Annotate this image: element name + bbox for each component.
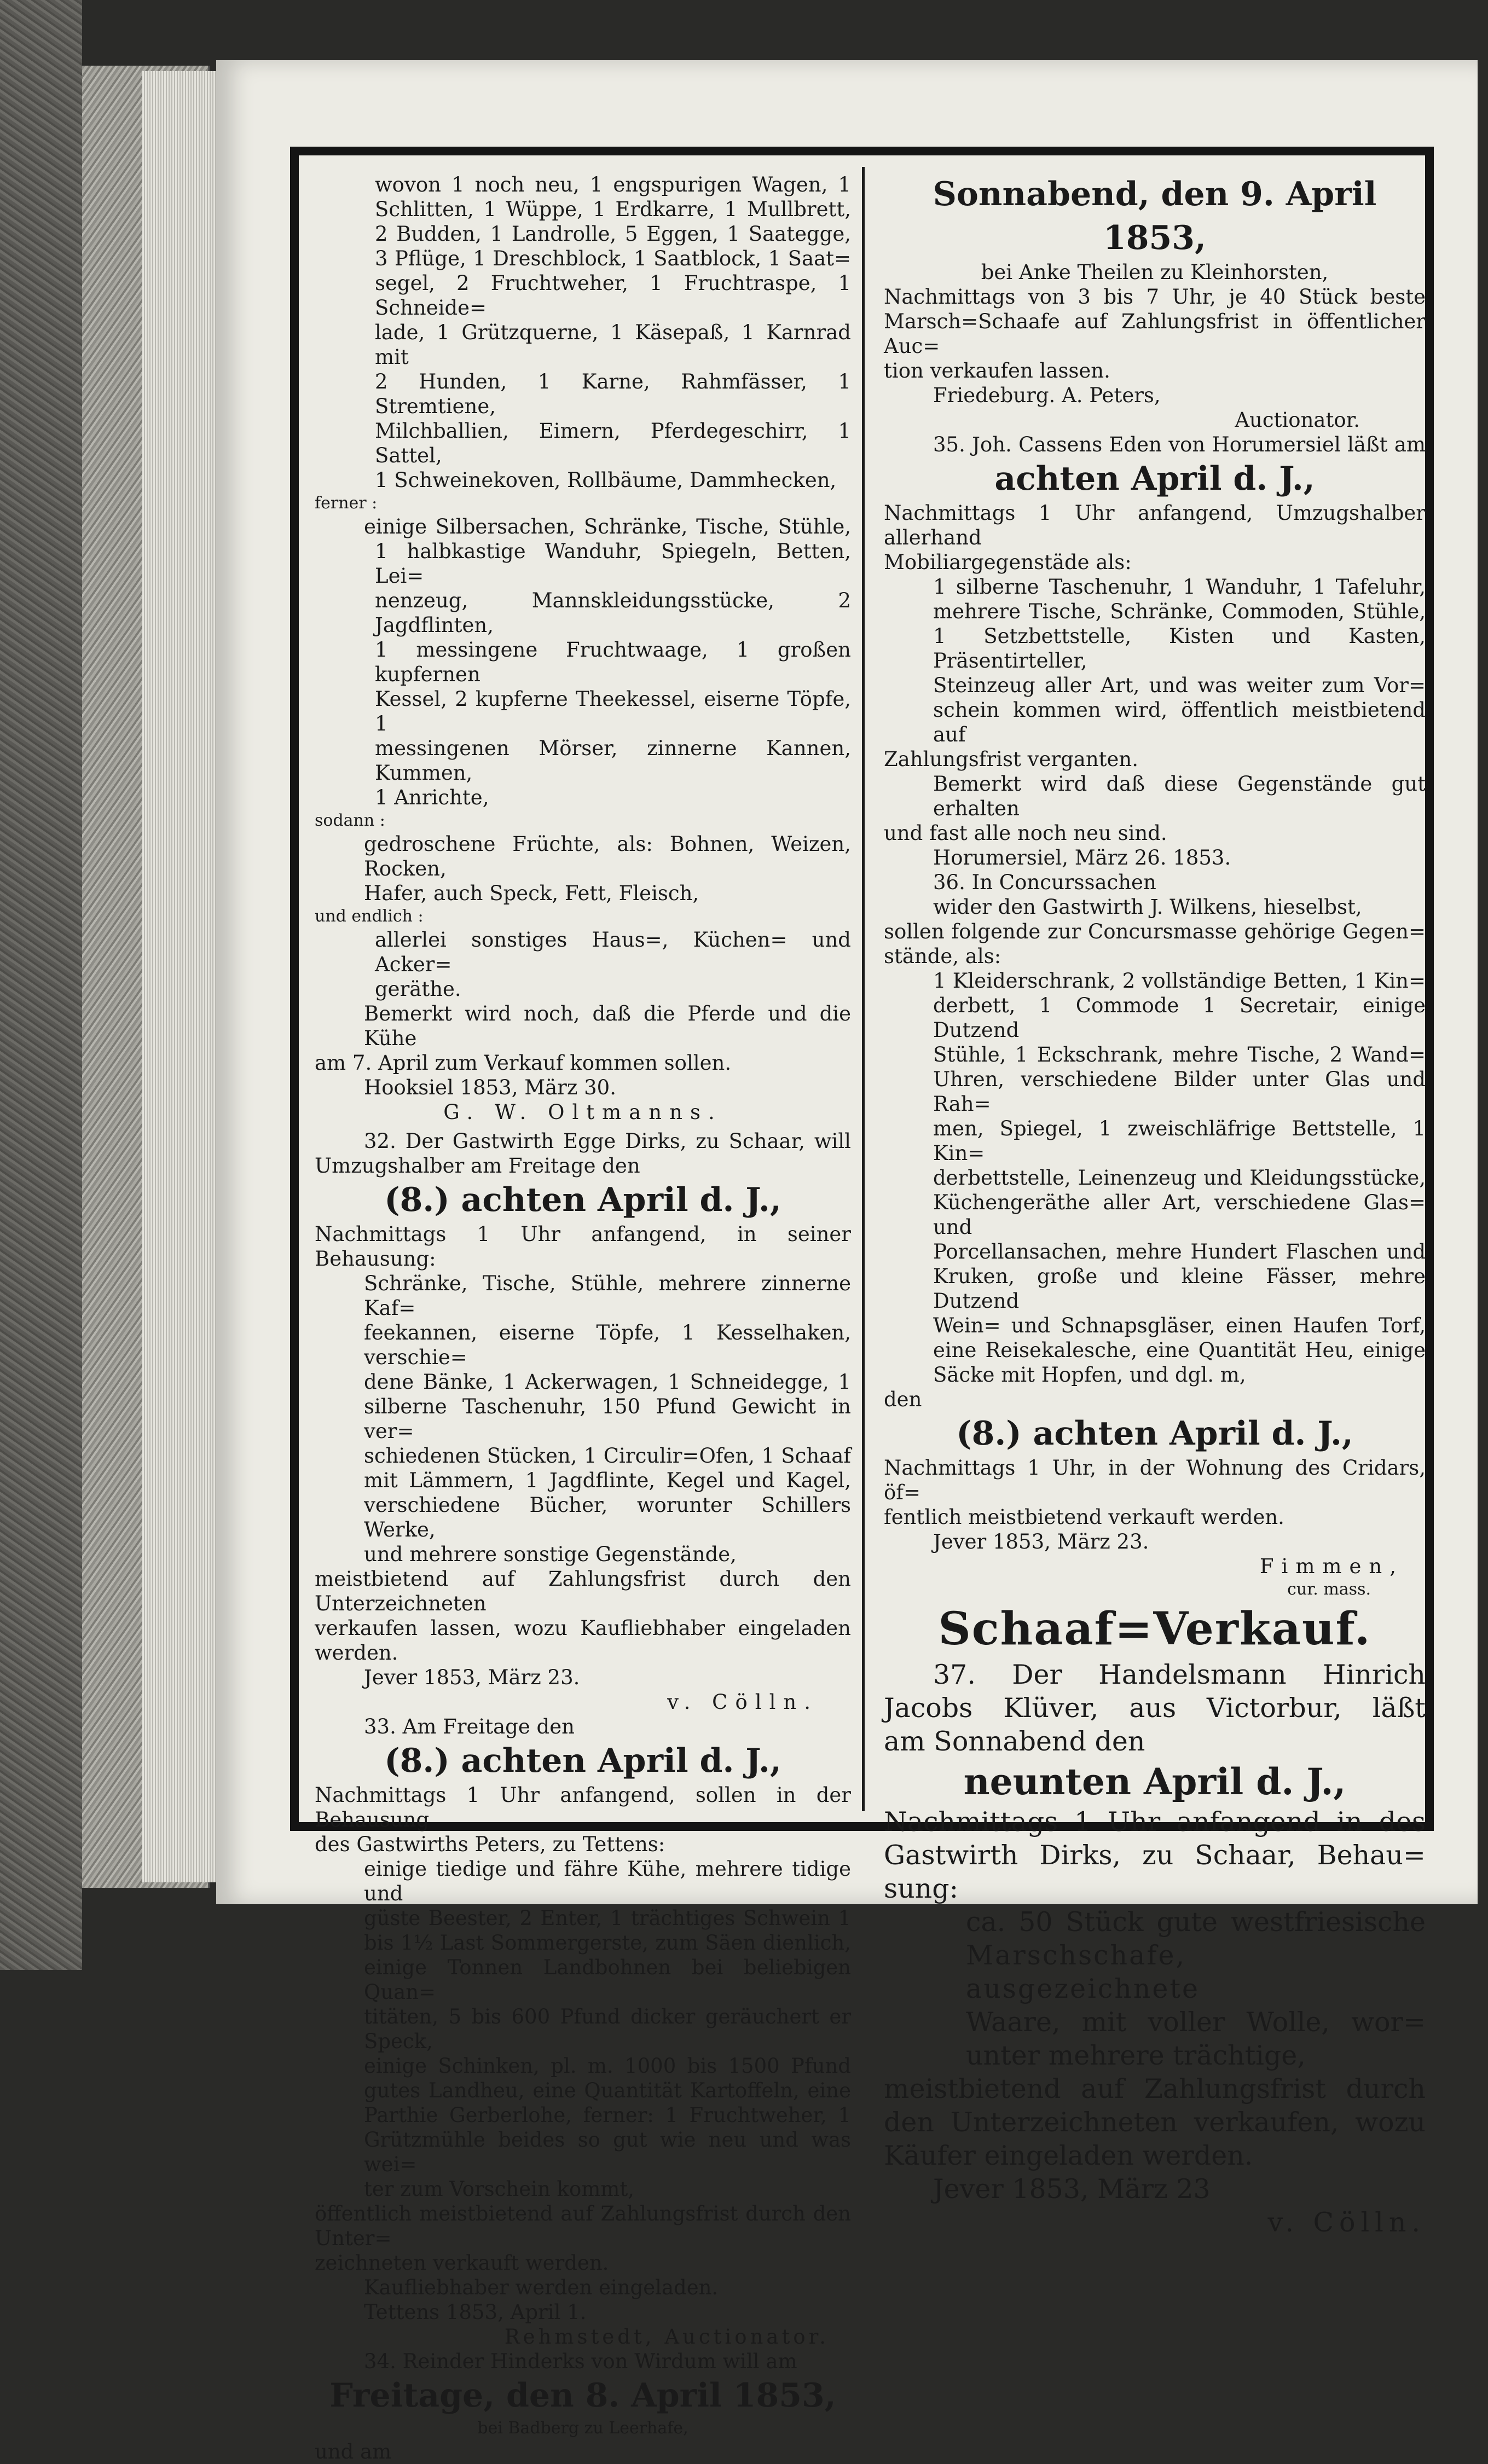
text-line: cur. mass. [1287, 1580, 1371, 1599]
text-line: silberne Taschenuhr, 150 Pfund Gewicht in ver= [364, 1395, 851, 1443]
section-label: sodann : [315, 811, 385, 830]
text-line: Gastwirth Dirks, zu Schaar, Behau= [884, 1840, 1426, 1871]
text-line: und am [315, 2440, 392, 2463]
text-line: allerlei sonstiges Haus=, Küchen= und Acker= [375, 928, 851, 976]
text-line: Bemerkt wird noch, daß die Pferde und die Kühe [364, 1002, 851, 1050]
text-line: 1 Schweinekoven, Rollbäume, Dammhecken, [375, 468, 837, 492]
date-heading: (8.) achten April d. J., [384, 1742, 781, 1780]
date-heading: neunten April d. J., [963, 1760, 1346, 1803]
text-line: Kaufliebhaber werden eingeladen. [364, 2276, 719, 2299]
text-line: schiedenen Stücken, 1 Circulir=Ofen, 1 Schaaf [364, 1444, 851, 1468]
text-line: lade, 1 Grützquerne, 1 Käsepaß, 1 Karnrad mit [375, 321, 851, 369]
text-line: Marsch=Schaafe auf Zahlungsfrist in öffentlicher Auc= [884, 310, 1426, 358]
left-column [315, 172, 851, 2464]
text-line: wider den Gastwirth J. Wilkens, hieselbst, [933, 895, 1362, 919]
text-line: Auctionator. [1235, 408, 1360, 432]
text-line: und fast alle noch neu sind. [884, 821, 1167, 845]
text-line: güste Beester, 2 Enter, 1 trächtiges Schwein 1 [364, 1906, 851, 1930]
signature: Rehmstedt, Auctionator. [504, 2325, 829, 2349]
text-line: stände, als: [884, 944, 1001, 968]
text-line: Tettens 1853, April 1. [364, 2300, 587, 2324]
date-heading: Freitage, den 8. April 1853, [329, 2376, 836, 2415]
text-line: Wein= und Schnapsgläser, einen Haufen Torf, [933, 1314, 1426, 1337]
text-line: meistbietend auf Zahlungsfrist durch den Unterzeichneten [315, 1567, 851, 1615]
text-line: Milchballien, Eimern, Pferdegeschirr, 1 Sattel, [375, 419, 851, 467]
text-line: sung: [884, 1873, 959, 1904]
text-line: einige Silbersachen, Schränke, Tische, Stühle, [364, 515, 851, 538]
text-line: Marschschafe, ausgezeichnete [966, 1940, 1200, 2004]
text-line: meistbietend auf Zahlungsfrist durch [884, 2073, 1426, 2104]
text-line: zeichneten verkauft werden. [315, 2251, 609, 2275]
section-label: ferner : [315, 494, 378, 513]
text-line: 1 Setzbettstelle, Kisten und Kasten, Präsentirteller, [933, 624, 1426, 672]
text-line: Nachmittags 1 Uhr, in der Wohnung des Cridars, öf= [884, 1456, 1426, 1504]
text-line: ter zum Vorschein kommt, [364, 2177, 635, 2201]
text-line: 1 messingene Fruchtwaage, 1 großen kupfernen [375, 638, 851, 686]
text-line: derbett, 1 Commode 1 Secretair, einige Dutzend [933, 994, 1426, 1042]
section-label: und endlich : [315, 907, 424, 926]
text-line: nenzeug, Mannskleidungsstücke, 2 Jagdflinten, [375, 589, 851, 637]
text-line: Jever 1853, März 23. [364, 1666, 580, 1689]
text-line: Kruken, große und kleine Fässer, mehre Dutzend [933, 1265, 1426, 1313]
text-line: 3 Pflüge, 1 Dreschblock, 1 Saatblock, 1 Saat= [375, 247, 851, 270]
date-heading: achten April d. J., [994, 460, 1315, 498]
text-line: Stühle, 1 Eckschrank, mehre Tische, 2 Wand= [933, 1043, 1426, 1066]
text-line: 2 Budden, 1 Landrolle, 5 Eggen, 1 Saategge, [375, 222, 851, 246]
text-line: am 7. April zum Verkauf kommen sollen. [315, 1051, 732, 1075]
date-heading: (8.) achten April d. J., [956, 1414, 1353, 1453]
text-line: Käufer eingeladen werden. [884, 2140, 1253, 2171]
text-line: 37. Der Handelsmann Hinrich [933, 1659, 1426, 1690]
text-line: des Gastwirths Peters, zu Tettens: [315, 1833, 665, 1856]
text-line: 1 silberne Taschenuhr, 1 Wanduhr, 1 Tafeluhr, [933, 575, 1426, 599]
text-line: einige tiedige und fähre Kühe, mehrere tidige und [364, 1857, 851, 1905]
text-line: öffentlich meistbietend auf Zahlungsfrist durch den Unter= [315, 2202, 851, 2250]
text-line: 1 Anrichte, [375, 786, 489, 809]
text-line: 34. Reinder Hinderks von Wirdum will am [364, 2350, 797, 2373]
text-line: den [884, 1388, 922, 1411]
text-line: Porcellansachen, mehre Hundert Flaschen und [933, 1240, 1426, 1263]
text-line: Schränke, Tische, Stühle, mehrere zinnerne Kaf= [364, 1272, 851, 1320]
signature: Fimmen, [1259, 1555, 1404, 1578]
text-line: men, Spiegel, 1 zweischläfrige Bettstelle, 1 Kin= [933, 1117, 1426, 1165]
text-line: Waare, mit voller Wolle, wor= [966, 2007, 1426, 2038]
text-line: Hooksiel 1853, März 30. [364, 1076, 616, 1099]
text-line: Nachmittags 1 Uhr anfangend, sollen in der Behausung [315, 1783, 851, 1831]
date-heading: Sonnabend, den 9. April 1853, [933, 175, 1377, 257]
text-line: 35. Joh. Cassens Eden von Horumersiel läßt am [933, 433, 1426, 456]
text-line: Parthie Gerberlohe, ferner: 1 Fruchtweher, 1 [364, 2103, 851, 2127]
text-line: geräthe. [375, 977, 461, 1001]
text-line: den Unterzeichneten verkaufen, wozu [884, 2107, 1426, 2138]
text-line: einige Schinken, pl. m. 1000 bis 1500 Pfund [364, 2054, 851, 2078]
text-line: Uhren, verschiedene Bilder unter Glas und Rah= [933, 1068, 1426, 1116]
text-line: Steinzeug aller Art, und was weiter zum Vor= [933, 674, 1426, 697]
text-line: einige Tonnen Landbohnen bei beliebigen Quan= [364, 1956, 851, 2004]
text-line: 33. Am Freitage den [364, 1715, 575, 1738]
text-line: ca. 50 Stück gute westfriesische [966, 1906, 1426, 1938]
text-line: Zahlungsfrist verganten. [884, 747, 1139, 771]
big-heading: Schaaf=Verkauf. [938, 1603, 1371, 1655]
text-line: und mehrere sonstige Gegenstände, [364, 1543, 737, 1566]
text-line: segel, 2 Fruchtweher, 1 Fruchtraspe, 1 Schneide= [375, 271, 851, 320]
text-line: Küchengeräthe aller Art, verschiedene Glas= und [933, 1191, 1426, 1239]
text-line: derbettstelle, Leinenzeug und Kleidungsstücke, [933, 1166, 1426, 1190]
right-column [884, 172, 1426, 2239]
text-line: Mobiliargegenstäde als: [884, 550, 1132, 574]
page-edges [142, 71, 219, 1882]
text-line: tion verkaufen lassen. [884, 359, 1110, 382]
text-line: Nachmittags 1 Uhr anfangend, in seiner Behausung: [315, 1222, 851, 1271]
text-line: dene Bänke, 1 Ackerwagen, 1 Schneidegge, 1 [364, 1370, 851, 1394]
text-line: Säcke mit Hopfen, und dgl. m, [933, 1363, 1246, 1387]
text-line: bei Badberg zu Leerhafe, [477, 2419, 688, 2438]
text-line: eine Reisekalesche, eine Quantität Heu, einige [933, 1338, 1426, 1362]
text-line: Jever 1853, März 23 [933, 2173, 1211, 2205]
text-line: mit Lämmern, 1 Jagdflinte, Kegel und Kagel, [364, 1469, 851, 1492]
text-line: 36. In Concurssachen [933, 871, 1156, 894]
text-line: 2 Hunden, 1 Karne, Rahmfässer, 1 Stremtiene, [375, 370, 851, 418]
date-heading: (8.) achten April d. J., [384, 1181, 781, 1219]
text-line: Nachmittags 1 Uhr anfangend, Umzugshalber allerhand [884, 501, 1426, 549]
text-line: Hafer, auch Speck, Fett, Fleisch, [364, 882, 699, 905]
text-line: gedroschene Früchte, als: Bohnen, Weizen, Rocken, [364, 832, 851, 880]
text-line: Nachmittags von 3 bis 7 Uhr, je 40 Stück beste [884, 285, 1426, 309]
text-line: 1 halbkastige Wanduhr, Spiegeln, Betten, Lei= [375, 540, 851, 588]
text-line: sollen folgende zur Concursmasse gehörige Gegen= [884, 920, 1426, 943]
text-line: gutes Landheu, eine Quantität Kartoffeln, eine [364, 2079, 851, 2102]
text-line: feekannen, eiserne Töpfe, 1 Kesselhaken, verschie= [364, 1321, 851, 1369]
text-line: Nachmittags 1 Uhr anfangend in des [884, 1806, 1426, 1837]
text-line: Horumersiel, März 26. 1853. [933, 846, 1231, 869]
text-line: Friedeburg. A. Peters, [933, 384, 1161, 407]
text-line: fentlich meistbietend verkauft werden. [884, 1505, 1284, 1529]
text-line: am Sonnabend den [884, 1726, 1145, 1757]
text-line: Kessel, 2 kupferne Theekessel, eiserne Töpfe, 1 [375, 687, 851, 735]
text-line: Grützmühle beides so gut wie neu und was wei= [364, 2128, 851, 2176]
text-line: unter mehrere trächtige, [966, 2040, 1306, 2071]
text-line: verschiedene Bücher, worunter Schillers Werke, [364, 1493, 851, 1541]
book-spine [0, 0, 82, 1970]
signature: v. Cölln. [1267, 2207, 1426, 2238]
text-line: bei Anke Theilen zu Kleinhorsten, [981, 260, 1329, 284]
signature: v. Cölln. [667, 1690, 818, 1714]
text-line: Jever 1853, März 23. [933, 1530, 1149, 1553]
text-line: bis 1½ Last Sommergerste, zum Säen dienlich, [364, 1931, 851, 1955]
text-line: 1 Kleiderschrank, 2 vollständige Betten, 1 Kin= [933, 969, 1426, 993]
text-line: verkaufen lassen, wozu Kaufliebhaber eingeladen werden. [315, 1616, 851, 1665]
signature: G. W. Oltmanns. [443, 1100, 722, 1124]
column-divider [862, 167, 865, 1811]
text-line: messingenen Mörser, zinnerne Kannen, Kummen, [375, 737, 851, 785]
text-line: Bemerkt wird daß diese Gegenstände gut erhalten [933, 772, 1426, 820]
text-line: Schlitten, 1 Wüppe, 1 Erdkarre, 1 Mullbrett, [375, 198, 851, 221]
text-line: wovon 1 noch neu, 1 engspurigen Wagen, 1 [375, 173, 851, 196]
text-line: schein kommen wird, öffentlich meistbietend auf [933, 698, 1426, 746]
text-line: Jacobs Klüver, aus Victorbur, läßt [884, 1692, 1426, 1724]
text-line: titäten, 5 bis 600 Pfund dicker geräuchert er Speck, [364, 2005, 851, 2053]
text-line: Umzugshalber am Freitage den [315, 1154, 640, 1178]
text-line: mehrere Tische, Schränke, Commoden, Stühle, [933, 600, 1426, 623]
text-line: 32. Der Gastwirth Egge Dirks, zu Schaar, will [364, 1129, 851, 1153]
